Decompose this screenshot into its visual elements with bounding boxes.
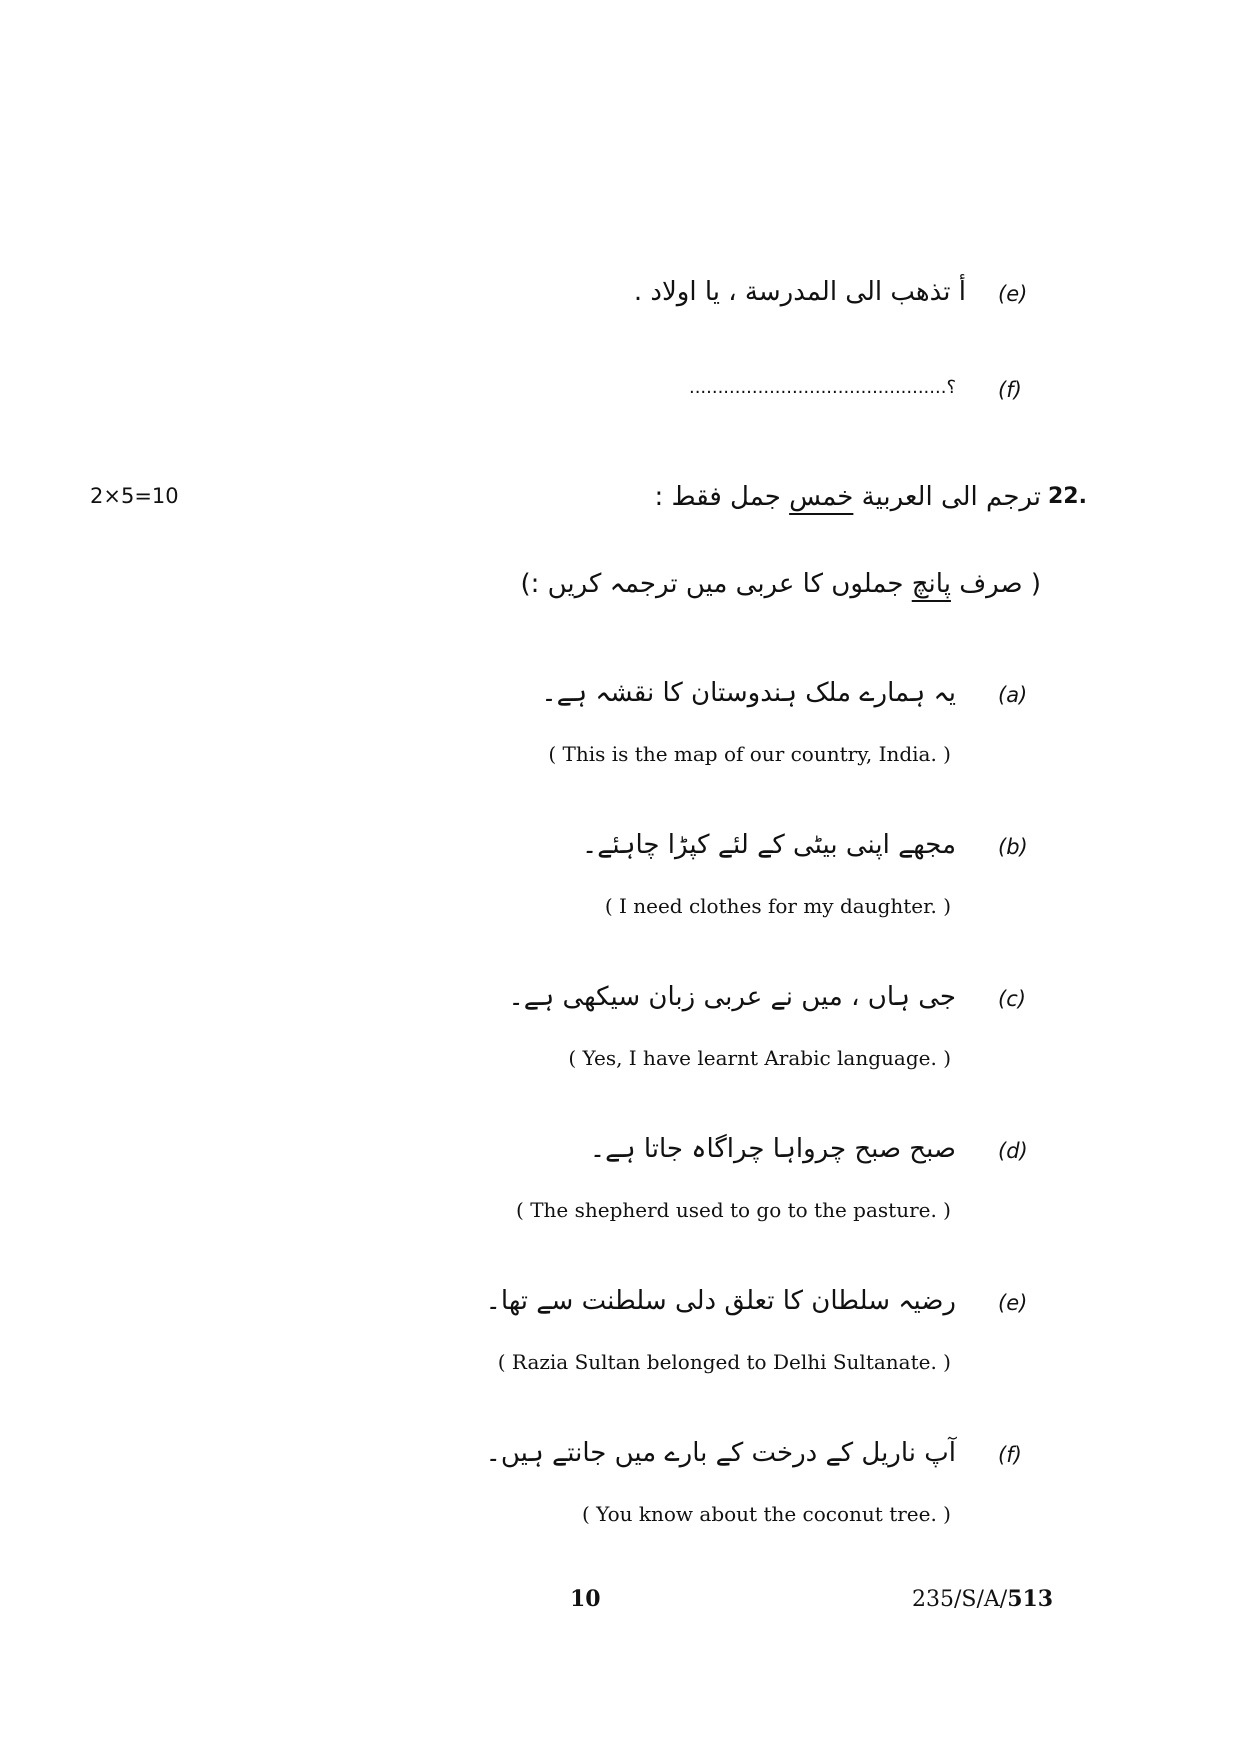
item-a-label: (a): [998, 683, 1028, 707]
item-d-english: ( The shepherd used to go to the pasture. ): [516, 1198, 951, 1222]
item-c-english: ( Yes, I have learnt Arabic language. ): [568, 1046, 951, 1070]
urdu-instruction-pre: ( صرف: [950, 569, 1041, 599]
prev-item-f-blank: ؟.............................................: [688, 377, 956, 398]
prev-item-e-label: (e): [998, 282, 1028, 306]
item-f-urdu: آپ ناریل کے درخت کے بارے میں جانتے ہیں۔: [485, 1438, 956, 1468]
item-b-urdu: مجھے اپنی بیٹی کے لئے کپڑا چاہئے۔: [581, 830, 956, 860]
instruction-post: جمل فقط :: [654, 482, 790, 512]
item-c-urdu: جی ہاں ، میں نے عربی زبان سیکھی ہے۔: [508, 982, 956, 1012]
item-d-label: (d): [998, 1139, 1028, 1163]
question-instruction: [341, 481, 1041, 513]
prev-item-e-arabic: أ تذهب الى المدرسة ، يا اولاد .: [633, 277, 966, 307]
paper-code: [912, 1586, 1053, 1612]
paper-code-suffix: 513: [1007, 1586, 1054, 1612]
item-b-label: (b): [998, 835, 1028, 859]
item-a-english: ( This is the map of our country, India. ): [548, 742, 951, 766]
item-a-urdu: یہ ہمارے ملک ہندوستان کا نقشہ ہے۔: [541, 678, 956, 708]
item-d-urdu: صبح صبح چرواہا چراگاہ جاتا ہے۔: [589, 1134, 956, 1164]
urdu-instruction: [341, 568, 1041, 600]
item-e-label: (e): [998, 1291, 1028, 1315]
paper-code-prefix: 235/S/A/: [912, 1587, 1008, 1612]
item-e-urdu: رضیہ سلطان کا تعلق دلی سلطنت سے تھا۔: [485, 1286, 956, 1316]
urdu-instruction-post: جملوں کا عربی میں ترجمہ کریں :): [520, 569, 912, 599]
urdu-instruction-emphasis: پانچ: [911, 569, 951, 599]
prev-item-f-label: (f): [998, 378, 1022, 402]
item-f-english: ( You know about the coconut tree. ): [581, 1502, 951, 1526]
marks-allocation: 2×5=10: [90, 484, 179, 508]
page-number: 10: [570, 1586, 601, 1612]
item-c-label: (c): [998, 987, 1026, 1011]
item-b-english: ( I need clothes for my daughter. ): [604, 894, 951, 918]
question-number: 22.: [1048, 484, 1087, 509]
instruction-pre: ترجم الى العربية: [853, 482, 1041, 512]
item-f-label: (f): [998, 1443, 1022, 1467]
item-e-english: ( Razia Sultan belonged to Delhi Sultanate. ): [497, 1350, 951, 1374]
instruction-emphasis: خمس: [789, 482, 854, 512]
